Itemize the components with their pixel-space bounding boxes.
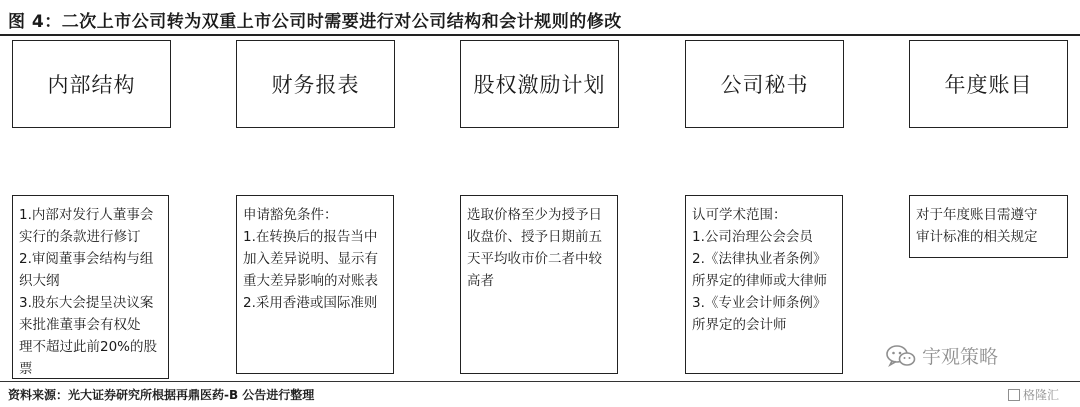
- content-line: 申请豁免条件：: [243, 207, 338, 223]
- content-line: 收盘价、授予日期前五: [467, 229, 602, 245]
- watermark: [886, 342, 998, 369]
- content-line: 选取价格至少为授予日: [467, 207, 602, 223]
- bottom-rule: [0, 381, 1080, 382]
- content-line: 1.内部对发行人董事会: [19, 207, 154, 223]
- heading-equity-incentive: 股权激励计划: [473, 73, 606, 97]
- content-box-annual-accounts: [909, 195, 1068, 258]
- content-line: 天平均收市价二者中较: [467, 251, 602, 267]
- content-line: 1.在转换后的报告当中: [243, 229, 378, 245]
- content-line: 对于年度账目需遵守: [916, 207, 1038, 223]
- content-line: 审计标准的相关规定: [916, 229, 1038, 245]
- content-line: 所界定的律师或大律师: [692, 273, 827, 289]
- content-line: 2.采用香港或国际准则: [243, 295, 378, 311]
- content-line: 高者: [467, 273, 494, 289]
- top-rule: [0, 34, 1080, 36]
- wechat-icon: [886, 344, 916, 368]
- heading-box-equity-incentive: [460, 40, 619, 128]
- content-line: 织大纲: [19, 273, 60, 289]
- content-line: 2.审阅董事会结构与组: [19, 251, 154, 267]
- content-line: 认可学术范围：: [692, 207, 787, 223]
- content-line: 重大差异影响的对账表: [243, 273, 378, 289]
- heading-box-annual-accounts: [909, 40, 1068, 128]
- content-line: 实行的条款进行修订: [19, 229, 141, 245]
- content-line: 来批准董事会有权处: [19, 317, 141, 333]
- content-line: 2.《法律执业者条例》: [692, 251, 827, 267]
- corner-watermark: [1008, 386, 1059, 403]
- content-line: 所界定的会计师: [692, 317, 787, 333]
- figure-title: 图 4：二次上市公司转为双重上市公司时需要进行对公司结构和会计规则的修改: [8, 12, 622, 32]
- content-line: 1.公司治理公会会员: [692, 229, 813, 245]
- watermark-text: 宇观策略: [922, 346, 999, 368]
- content-line: 3.股东大会提呈决议案: [19, 295, 154, 311]
- corner-watermark-text: 格隆汇: [1023, 388, 1060, 402]
- heading-annual-accounts: 年度账目: [944, 73, 1033, 97]
- content-box-internal-structure: [12, 195, 169, 379]
- heading-company-secretary: 公司秘书: [720, 73, 809, 97]
- content-line: 3.《专业会计师条例》: [692, 295, 827, 311]
- content-box-company-secretary: [685, 195, 843, 374]
- logo-icon: [1008, 389, 1020, 401]
- heading-box-internal-structure: [12, 40, 171, 128]
- content-line: 加入差异说明、显示有: [243, 251, 378, 267]
- heading-financial-statements: 财务报表: [271, 73, 360, 97]
- source-note: 资料来源：光大证券研究所根据再鼎医药-B 公告进行整理: [8, 388, 315, 402]
- content-line: 票: [19, 361, 33, 377]
- content-box-equity-incentive: [460, 195, 618, 374]
- content-box-financial-statements: [236, 195, 394, 374]
- heading-box-company-secretary: [685, 40, 844, 128]
- content-line: 理不超过此前20%的股: [19, 339, 158, 355]
- heading-box-financial-statements: [236, 40, 395, 128]
- heading-internal-structure: 内部结构: [47, 73, 136, 97]
